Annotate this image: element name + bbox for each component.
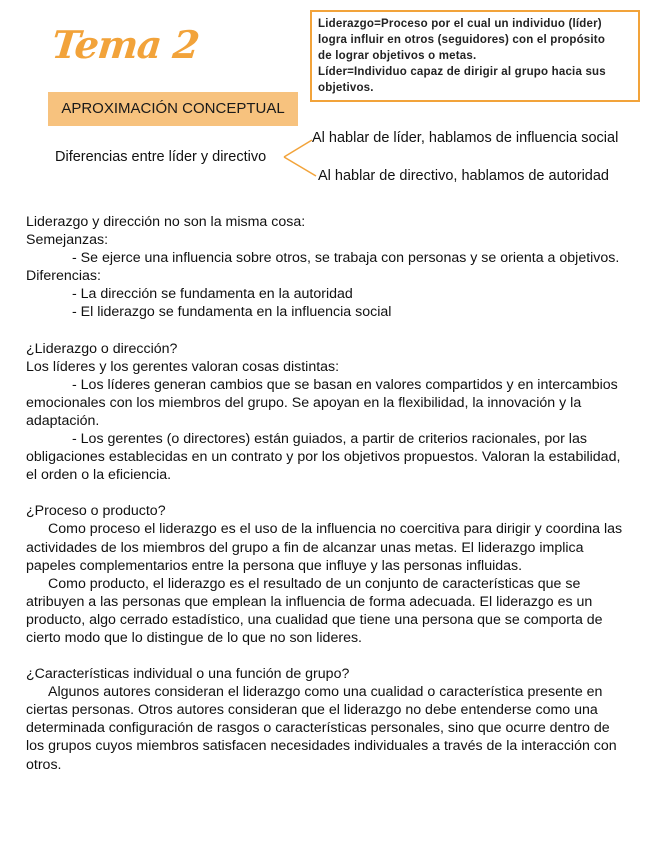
definition-line: objetivos.: [318, 82, 374, 94]
similarities-label: Semejanzas:: [26, 232, 109, 249]
differences-label: Diferencias:: [26, 268, 101, 285]
concept-heading: APROXIMACIÓN CONCEPTUAL: [48, 92, 298, 126]
diagram-root: Diferencias entre líder y directivo: [55, 149, 267, 165]
section3-paragraph: Como producto, el liderazgo es el resultado de un conjunto de características que se atribuyen a las personas que emplean la influencia de forma adecuada. El liderazgo es un producto, algo cerrado estadístico, una cualidad que tiene una persona que se comporta de cierto modo que lo distingue de lo que no son lideres.: [26, 575, 603, 646]
definition-line: de lograr objetivos o metas.: [318, 50, 477, 62]
page-title: Tema 2: [49, 22, 201, 67]
definition-line: Líder=Individuo capaz de dirigir al grupo hacia sus: [318, 66, 606, 78]
section4-paragraph: Algunos autores consideran el liderazgo como una cualidad o característica presente en ciertas personas. Otros autores consideran que el liderazgo no debe entenderse como una determinada configuración de rasgos o características personales, sino que ocurre dentro de los grupos cuyos miembros satisfacen necesidades individuales a través de la interacción con otros.: [26, 684, 617, 773]
difference-item: - La dirección se fundamenta en la autoridad: [72, 286, 353, 303]
definition-box: [310, 10, 640, 102]
definition-line: logra influir en otros (seguidores) con el propósito: [318, 34, 606, 46]
difference-item: - El liderazgo se fundamenta en la influencia social: [72, 304, 392, 321]
section2-heading: ¿Liderazgo o dirección?: [26, 340, 178, 357]
section2-paragraph: - Los gerentes (o directores) están guiados, a partir de criterios racionales, por las obligaciones establecidas en un contrato y por los objetivos propuestos. Valoran la estabilidad, el orden o la eficiencia.: [26, 431, 621, 484]
similarity-item: - Se ejerce una influencia sobre otros, se trabaja con personas y se orienta a objetivos.: [72, 250, 620, 267]
section3-paragraph: Como proceso el liderazgo es el uso de la influencia no coercitiva para dirigir y coordina las actividades de los miembros del grupo a fin de alcanzar unas metas. El liderazgo implica papeles complementarios entre la persona que influye y las personas influidas.: [26, 521, 623, 574]
section2-paragraph: - Los líderes generan cambios que se basan en valores compartidos y en intercambios emocionales con los miembros del grupo. Se apoyan en la flexibilidad, la innovación y la adaptación.: [26, 376, 618, 429]
diagram-branch-leader: Al hablar de líder, hablamos de influencia social: [312, 130, 619, 146]
branch-line-bottom: [284, 157, 316, 176]
body-text: [26, 213, 626, 774]
section4-heading: ¿Características individual o una función de grupo?: [26, 666, 350, 683]
section1-intro: Liderazgo y dirección no son la misma cosa:: [26, 214, 306, 230]
definition-line: Liderazgo=Proceso por el cual un individuo (líder): [318, 18, 602, 30]
section3-heading: ¿Proceso o producto?: [26, 503, 166, 520]
section2-intro: Los líderes y los gerentes valoran cosas distintas:: [26, 358, 340, 375]
diagram-branch-director: Al hablar de directivo, hablamos de autoridad: [318, 168, 609, 184]
branch-line-top: [284, 140, 312, 157]
